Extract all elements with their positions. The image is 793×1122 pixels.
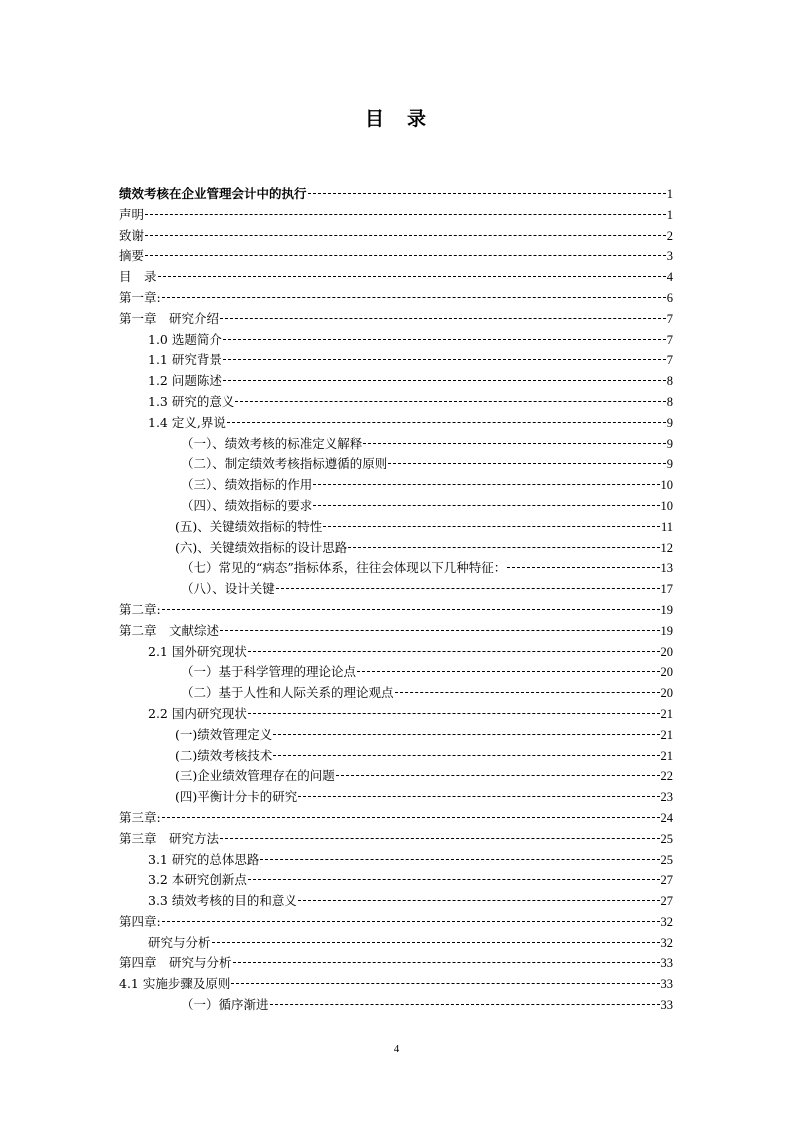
toc-leader-dots xyxy=(212,942,660,943)
toc-entry-label: (六)、关键绩效指标的设计思路 xyxy=(175,539,348,555)
toc-entry[interactable] xyxy=(119,392,673,413)
toc-entry[interactable] xyxy=(119,600,673,621)
toc-entry[interactable] xyxy=(119,309,673,330)
table-of-contents xyxy=(119,184,673,1016)
toc-entry-page: 25 xyxy=(660,831,673,846)
toc-entry-label: (五)、关键绩效指标的特性 xyxy=(175,518,323,534)
toc-leader-dots xyxy=(313,484,659,485)
toc-leader-dots xyxy=(357,671,659,672)
toc-entry-page: 20 xyxy=(660,686,673,701)
toc-entry-page: 24 xyxy=(660,810,673,825)
toc-entry-label: 第一章: xyxy=(119,289,161,305)
toc-leader-dots xyxy=(336,775,660,776)
toc-entry[interactable] xyxy=(119,454,673,475)
toc-entry[interactable] xyxy=(119,912,673,933)
toc-entry-label: 2.2 国内研究现状 xyxy=(148,705,247,721)
toc-entry[interactable] xyxy=(119,267,673,288)
toc-leader-dots xyxy=(248,651,660,652)
toc-entry-label: （八）、设计关键 xyxy=(181,581,275,597)
toc-entry[interactable] xyxy=(119,953,673,974)
toc-leader-dots xyxy=(220,838,659,839)
toc-leader-dots xyxy=(162,609,660,610)
toc-entry-label: （一）、绩效考核的标准定义解释 xyxy=(181,435,363,451)
toc-entry-page: 25 xyxy=(660,852,673,867)
toc-entry-page: 32 xyxy=(660,914,673,929)
toc-entry-label: 第四章 研究与分析 xyxy=(119,955,232,971)
toc-entry[interactable] xyxy=(119,746,673,767)
toc-entry[interactable] xyxy=(119,538,673,559)
toc-entry-page: 33 xyxy=(660,998,673,1013)
toc-entry[interactable] xyxy=(119,330,673,351)
toc-entry-page: 9 xyxy=(666,457,673,472)
toc-entry-page: 7 xyxy=(666,332,673,347)
toc-entry-label: 摘要 xyxy=(119,248,145,264)
toc-entry-page: 27 xyxy=(660,894,673,909)
toc-entry-label: 声明 xyxy=(119,206,145,222)
toc-entry-label: 1.0 选题简介 xyxy=(148,331,222,347)
toc-entry-page: 33 xyxy=(660,977,673,992)
toc-entry-page: 1 xyxy=(666,207,673,222)
toc-entry-page: 10 xyxy=(660,478,673,493)
toc-entry[interactable] xyxy=(119,787,673,808)
toc-entry-label: 第二章: xyxy=(119,601,161,617)
toc-entry-page: 33 xyxy=(660,956,673,971)
toc-entry[interactable] xyxy=(119,371,673,392)
toc-entry[interactable] xyxy=(119,621,673,642)
toc-entry-page: 21 xyxy=(660,727,673,742)
toc-entry-label: 1.4 定义,界说 xyxy=(148,414,226,430)
toc-entry-label: （三）、绩效指标的作用 xyxy=(181,477,313,493)
toc-entry-label: （一）基于科学管理的理论论点 xyxy=(181,664,357,680)
toc-entry-label: 绩效考核在企业管理会计中的执行 xyxy=(119,186,307,201)
toc-entry-label: （四）、绩效指标的要求 xyxy=(181,497,313,513)
toc-leader-dots xyxy=(273,755,659,756)
toc-leader-dots xyxy=(235,401,665,402)
toc-leader-dots xyxy=(248,713,660,714)
toc-leader-dots xyxy=(220,318,666,319)
toc-leader-dots xyxy=(227,422,666,423)
toc-entry-label: 3.2 本研究创新点 xyxy=(148,872,247,888)
toc-entry-label: （七）常见的“病态”指标体系，往往会体现以下几种特征： xyxy=(181,560,507,576)
toc-entry[interactable] xyxy=(119,974,673,995)
toc-leader-dots xyxy=(248,879,660,880)
toc-leader-dots xyxy=(348,547,659,548)
toc-entry-label: (三)企业绩效管理存在的问题 xyxy=(175,768,335,784)
toc-entry-page: 21 xyxy=(660,748,673,763)
toc-entry-label: 3.1 研究的总体思路 xyxy=(148,851,260,867)
toc-leader-dots xyxy=(223,359,666,360)
toc-leader-dots xyxy=(145,255,666,256)
toc-entry[interactable] xyxy=(119,246,673,267)
toc-leader-dots xyxy=(313,505,659,506)
toc-entry-label: 1.3 研究的意义 xyxy=(148,393,235,409)
toc-leader-dots xyxy=(162,297,666,298)
toc-entry-page: 4 xyxy=(666,270,673,285)
toc-entry-page: 6 xyxy=(666,290,673,305)
toc-entry-page: 32 xyxy=(660,935,673,950)
toc-entry-label: 1.2 问题陈述 xyxy=(148,373,222,389)
toc-leader-dots xyxy=(231,983,659,984)
toc-entry-page: 9 xyxy=(666,436,673,451)
toc-entry[interactable] xyxy=(119,808,673,829)
toc-entry-page: 12 xyxy=(660,540,673,555)
toc-entry-label: 目 录 xyxy=(119,269,157,285)
toc-entry-label: 1.1 研究背景 xyxy=(148,352,222,368)
toc-entry-label: 第四章: xyxy=(119,913,161,929)
toc-entry-page: 19 xyxy=(660,623,673,638)
toc-entry-page: 11 xyxy=(660,519,673,534)
toc-entry[interactable] xyxy=(119,413,673,434)
page-number: 4 xyxy=(393,1043,400,1055)
toc-entry[interactable] xyxy=(119,662,673,683)
toc-leader-dots xyxy=(298,900,660,901)
toc-entry-page: 2 xyxy=(666,228,673,243)
toc-leader-dots xyxy=(270,1004,660,1005)
toc-entry-label: 研究与分析 xyxy=(148,934,211,950)
toc-entry-page: 1 xyxy=(666,187,673,201)
toc-entry-page: 10 xyxy=(660,498,673,513)
toc-leader-dots xyxy=(145,235,666,236)
toc-leader-dots xyxy=(363,443,665,444)
toc-leader-dots xyxy=(395,692,660,693)
toc-entry[interactable] xyxy=(119,683,673,704)
toc-leader-dots xyxy=(223,339,666,340)
toc-leader-dots xyxy=(507,567,659,568)
toc-leader-dots xyxy=(323,526,660,527)
toc-entry-page: 20 xyxy=(660,665,673,680)
toc-entry[interactable] xyxy=(119,288,673,309)
toc-entry-page: 22 xyxy=(660,769,673,784)
toc-entry-label: (二)绩效考核技术 xyxy=(175,747,273,763)
toc-entry[interactable] xyxy=(119,933,673,954)
toc-entry-label: 第一章 研究介绍 xyxy=(119,310,220,326)
toc-leader-dots xyxy=(223,380,666,381)
toc-entry[interactable] xyxy=(119,829,673,850)
toc-entry-page: 17 xyxy=(660,582,673,597)
toc-entry[interactable] xyxy=(119,184,673,205)
toc-entry-page: 27 xyxy=(660,873,673,888)
toc-entry[interactable] xyxy=(119,434,673,455)
toc-entry-label: 第三章 研究方法 xyxy=(119,830,220,846)
toc-leader-dots xyxy=(260,859,659,860)
toc-entry[interactable] xyxy=(119,475,673,496)
toc-entry[interactable] xyxy=(119,766,673,787)
toc-entry[interactable] xyxy=(119,517,673,538)
toc-entry-page: 7 xyxy=(666,311,673,326)
toc-leader-dots xyxy=(298,796,659,797)
toc-entry-label: 2.1 国外研究现状 xyxy=(148,643,247,659)
toc-entry[interactable] xyxy=(119,704,673,725)
toc-entry[interactable] xyxy=(119,579,673,600)
toc-entry[interactable] xyxy=(119,226,673,247)
toc-entry[interactable] xyxy=(119,350,673,371)
toc-entry-label: (四)平衡计分卡的研究 xyxy=(175,789,298,805)
toc-entry[interactable] xyxy=(119,205,673,226)
toc-entry[interactable] xyxy=(119,850,673,871)
toc-entry-label: （一）循序渐进 xyxy=(181,997,269,1013)
toc-leader-dots xyxy=(162,817,660,818)
toc-entry-label: （二）基于人性和人际关系的理论观点 xyxy=(181,685,394,701)
toc-entry[interactable] xyxy=(119,891,673,912)
toc-entry-page: 3 xyxy=(666,249,673,264)
toc-entry-page: 20 xyxy=(660,644,673,659)
toc-leader-dots xyxy=(220,630,659,631)
toc-leader-dots xyxy=(276,588,660,589)
toc-entry-page: 13 xyxy=(660,561,673,576)
toc-leader-dots xyxy=(308,193,666,194)
toc-entry-page: 8 xyxy=(666,394,673,409)
toc-entry-page: 21 xyxy=(660,706,673,721)
toc-entry[interactable] xyxy=(119,725,673,746)
toc-leader-dots xyxy=(158,276,666,277)
toc-leader-dots xyxy=(145,214,666,215)
toc-entry-page: 23 xyxy=(660,790,673,805)
toc-entry[interactable] xyxy=(119,496,673,517)
toc-entry-label: 第二章 文献综述 xyxy=(119,622,220,638)
toc-entry-label: 第三章: xyxy=(119,809,161,825)
toc-entry-label: 3.3 绩效考核的目的和意义 xyxy=(148,893,297,909)
toc-leader-dots xyxy=(388,463,665,464)
toc-leader-dots xyxy=(162,921,660,922)
toc-entry-page: 7 xyxy=(666,353,673,368)
toc-entry-label: 致谢 xyxy=(119,227,145,243)
toc-entry[interactable] xyxy=(119,642,673,663)
toc-entry[interactable] xyxy=(119,870,673,891)
toc-entry-label: 4.1 实施步骤及原则 xyxy=(119,976,231,992)
toc-entry-label: (一)绩效管理定义 xyxy=(175,726,273,742)
toc-leader-dots xyxy=(233,962,660,963)
toc-entry-label: （二）、制定绩效考核指标遵循的原则 xyxy=(181,456,388,472)
toc-entry[interactable] xyxy=(119,995,673,1016)
toc-leader-dots xyxy=(273,734,659,735)
toc-entry-page: 9 xyxy=(666,415,673,430)
toc-entry-page: 19 xyxy=(660,602,673,617)
toc-entry[interactable] xyxy=(119,558,673,579)
toc-entry-page: 8 xyxy=(666,374,673,389)
page-title: 目 录 xyxy=(364,108,428,130)
